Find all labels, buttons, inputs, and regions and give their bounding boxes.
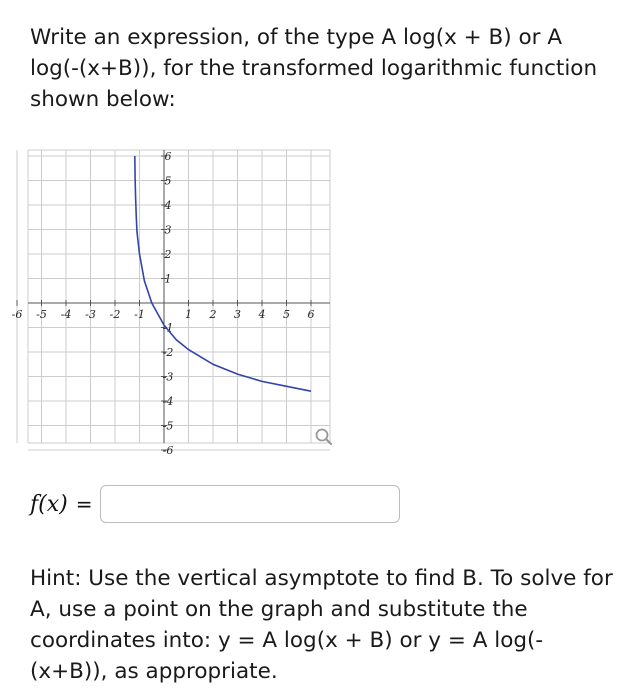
x-tick-label: -5 <box>36 308 47 321</box>
x-tick-label: -4 <box>60 308 72 321</box>
x-tick-label: 6 <box>307 308 315 321</box>
x-tick-label: 5 <box>283 308 290 321</box>
x-tick-label: 4 <box>258 308 266 321</box>
x-tick-label: 2 <box>209 308 217 321</box>
grid <box>17 150 330 450</box>
y-tick-label: 2 <box>164 248 172 261</box>
x-tick-label: -2 <box>109 308 121 321</box>
function-curve <box>135 156 311 391</box>
y-tick-label: -5 <box>162 419 174 433</box>
y-tick-label: 3 <box>164 223 172 237</box>
y-tick-label: 5 <box>164 174 172 188</box>
x-tick-label: -3 <box>85 308 96 321</box>
magnifier-icon[interactable] <box>317 430 332 445</box>
y-tick-label: -6 <box>162 444 174 457</box>
y-tick-label: 6 <box>164 150 172 163</box>
answer-input[interactable] <box>100 485 400 523</box>
log-function-graph <box>11 143 368 458</box>
x-tick-label: 1 <box>185 308 192 321</box>
y-tick-label: -4 <box>162 395 174 408</box>
question-text: Write an expression, of the type A log(x + B) or A log(-(x+B)), for the transformed logarithmic function shown below: <box>30 25 598 112</box>
answer-row <box>30 485 400 523</box>
function-label: f(x) <box>30 491 68 517</box>
x-tick-label: 3 <box>234 308 241 321</box>
y-tick-label: 1 <box>164 272 172 286</box>
graph-canvas <box>11 143 368 458</box>
equals-sign: = <box>75 492 93 516</box>
axes <box>28 150 330 443</box>
hint-text: Hint: Use the vertical asymptote to find B. To solve for A, use a point on the graph and substitute the coordinates into: y = A log(x + B) or y = A log(-(x+B)), as appropriate. <box>30 566 613 684</box>
x-tick-label: -6 <box>11 308 23 321</box>
x-tick-label: -1 <box>134 308 145 321</box>
y-tick-label: -1 <box>162 321 174 335</box>
y-tick-label: -2 <box>162 346 174 359</box>
y-tick-label: 4 <box>164 199 172 212</box>
y-tick-label: -3 <box>162 370 174 384</box>
